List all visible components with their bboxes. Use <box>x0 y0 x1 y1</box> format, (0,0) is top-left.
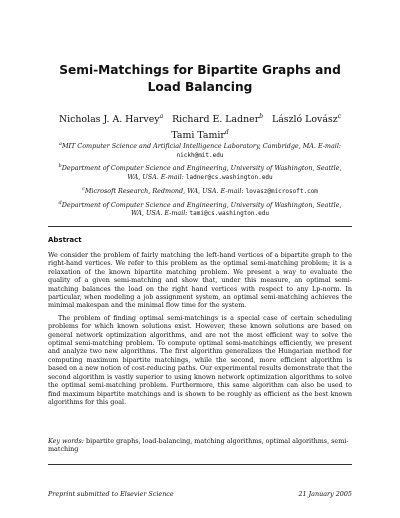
title-line-2: Load Balancing <box>147 80 253 94</box>
abstract-body <box>48 251 352 410</box>
affiliation-list <box>55 140 345 221</box>
keywords <box>48 437 352 454</box>
affiliation <box>55 185 345 197</box>
author-name: László Lovász <box>271 114 338 126</box>
authors-line-1 <box>40 110 360 126</box>
affiliation-email[interactable]: tami@cs.washington.edu <box>189 210 269 218</box>
author-name: Tami Tamir <box>171 130 225 142</box>
author-mark: c <box>337 113 342 120</box>
abstract-paragraph-2: The problem of finding optimal semi-matchings is a special case of certain scheduling problems for which known solutions exist. However, these known solutions are based on general network optimization algorithms, and are not the most efficient way to solve the optimal semi-matching problem. To compute optimal semi-matchings efficiently, we present and analyze two new algorithms. The first algorithm generalizes the Hungarian method for computing maximum bipartite matchings, while the second, more efficient algorithm is based on a new notion of cost-reducing paths. Our experimental results demonstrate that the second algorithm is vastly superior to using known network optimization algorithms to solve the optimal semi-matching problem. Furthermore, this same algorithm can also be used to find maximum bipartite matchings and is shown to be roughly as efficient as the best known algorithms for this goal. <box>48 313 352 406</box>
paper-title <box>40 62 360 96</box>
affiliation-mark: b <box>58 163 62 170</box>
author-name: Nicholas J. A. Harvey <box>58 114 160 126</box>
author-mark: b <box>259 113 264 120</box>
author-mark: d <box>224 129 229 137</box>
affiliation-mark: d <box>58 199 62 206</box>
abstract-paragraph-1: We consider the problem of fairly matching the left-hand vertices of a bipartite graph to the right-hand vertices. We refer to this problem as the optimal semi-matching problem; it is a relaxation of the known bipartite matching problem. We present a way to evaluate the quality of a given semi-matching and show that, under this measure, an optimal semi-matching balances the load on the right hand vertices with respect to any Lp-norm. In particular, when modeling a job assignment system, an optimal semi-matching achieves the minimal makespan and the minimal flow time for the system. <box>48 251 352 310</box>
footer <box>48 490 352 498</box>
keywords-label: Key words: <box>48 437 84 445</box>
author-name: Richard E. Ladner <box>172 114 260 126</box>
affiliation <box>55 162 345 182</box>
affiliation-text: Department of Computer Science and Engineering, University of Washington, Seattle, WA, USA. E-mail: <box>61 201 342 218</box>
affiliation-text: MIT Computer Science and Artificial Intelligence Laboratory, Cambridge, MA. E-mail: <box>61 142 342 151</box>
footer-preprint: Preprint submitted to Elsevier Science <box>48 490 174 498</box>
abstract-heading: Abstract <box>48 236 82 244</box>
top-rule <box>48 226 352 227</box>
title-line-1: Semi-Matchings for Bipartite Graphs and <box>59 63 341 77</box>
affiliation-mark: a <box>58 141 62 147</box>
affiliation-text: Microsoft Research, Redmond, WA, USA. E-mail: <box>84 187 244 195</box>
bottom-rule <box>48 464 352 465</box>
keywords-text: bipartite graphs, load-balancing, matching algorithms, optimal algorithms, semi-matching <box>48 437 349 454</box>
affiliation-email[interactable]: ladner@cs.washington.edu <box>185 173 273 181</box>
footer-date: 21 January 2005 <box>298 490 352 498</box>
affiliation-email[interactable]: lovasz@microsoft.com <box>245 188 318 195</box>
author-mark: a <box>159 113 164 120</box>
affiliation-mark: c <box>82 185 85 192</box>
affiliation-email[interactable]: nickh@mit.edu <box>176 151 224 159</box>
author-list <box>40 110 360 142</box>
affiliation <box>55 199 345 219</box>
affiliation-text: Department of Computer Science and Engineering, University of Washington, Seattle, WA, USA. E-mail: <box>61 164 342 181</box>
affiliation <box>55 140 345 160</box>
